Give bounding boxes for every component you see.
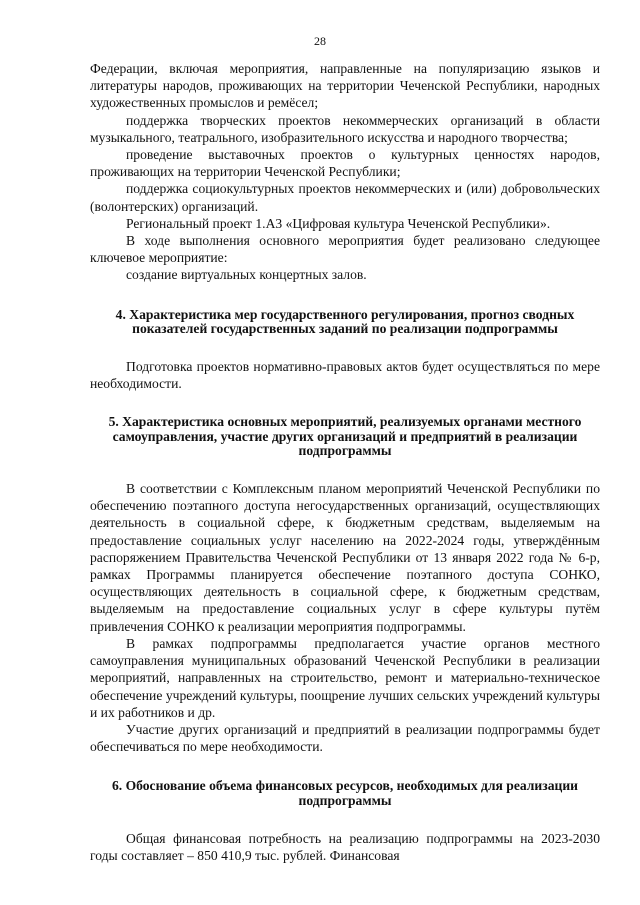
list-item: создание виртуальных концертных залов. — [126, 267, 367, 283]
section-4-paragraph: Подготовка проектов нормативно-правовых актов будет осуществляться по мере необходимости. — [90, 359, 600, 392]
page-number: 28 — [314, 34, 326, 48]
section-6-heading: 6. Обоснование объема финансовых ресурсов, необходимых для реализации подпрограммы — [111, 778, 579, 808]
paragraph: В ходе выполнения основного мероприятия будет реализовано следующее ключевое мероприятие: — [90, 233, 600, 266]
list-item: поддержка социокультурных проектов некоммерческих и (или) добровольческих (волонтерских) организаций. — [90, 181, 600, 214]
section-4-heading: 4. Характеристика мер государственного регулирования, прогноз сводных показателей государственных заданий по реализации подпрограммы — [115, 306, 575, 336]
paragraph-continuation: Федерации, включая мероприятия, направленные на популяризацию языков и литературы народов, проживающих на территории Чеченской Республики, народных художественных промыслов и ремёсел; — [90, 61, 600, 111]
list-item: поддержка творческих проектов некоммерческих организаций в области музыкального, театрального, изобразительного искусства и народного творчества; — [90, 112, 600, 145]
section-5-paragraph-1: В соответствии с Комплексным планом мероприятий Чеченской Республики по обеспечению поэтапного доступа негосударственных организаций, осуществляющих деятельность в социальной сфере, к бюджетным средствам, выделяемым на предоставление социальных услуг населению на 2022-2024 годы, утверждённым распоряжением Правительства Чеченской Республики от 13 января 2022 года № 6-р, рамках Программы планируется обеспечение поэтапного доступа СОНКО, осуществляющих деятельность в социальной сфере, к бюджетным средствам, выделяемым на предоставление социальных услуг в сфере культуры путём привлечения СОНКО к реализации мероприятия подпрограммы. — [90, 481, 600, 634]
document-body — [90, 60, 600, 864]
list-item: проведение выставочных проектов о культурных ценностях народов, проживающих на территории Чеченской Республики; — [90, 147, 600, 180]
regional-project: Региональный проект 1.А3 «Цифровая культура Чеченской Республики». — [126, 215, 551, 231]
section-5-heading: 5. Характеристика основных мероприятий, реализуемых органами местного самоуправления, участие других организаций и предприятий в реализации подпрограммы — [108, 414, 582, 458]
section-5-paragraph-2: В рамках подпрограммы предполагается участие органов местного самоуправления муниципальных образований Чеченской Республики в реализации мероприятий, направленных на строительство, ремонт и материально-техническое обеспечение учреждений культуры, поощрение лучших сельских учреждений культуры и их работников и др. — [90, 635, 600, 720]
section-6-paragraph: Общая финансовая потребность на реализацию подпрограммы на 2023-2030 годы составляет – 850 410,9 тыс. рублей. Финансовая — [90, 830, 600, 863]
section-5-paragraph-3: Участие других организаций и предприятий в реализации подпрограммы будет обеспечиваться по мере необходимости. — [90, 721, 600, 755]
